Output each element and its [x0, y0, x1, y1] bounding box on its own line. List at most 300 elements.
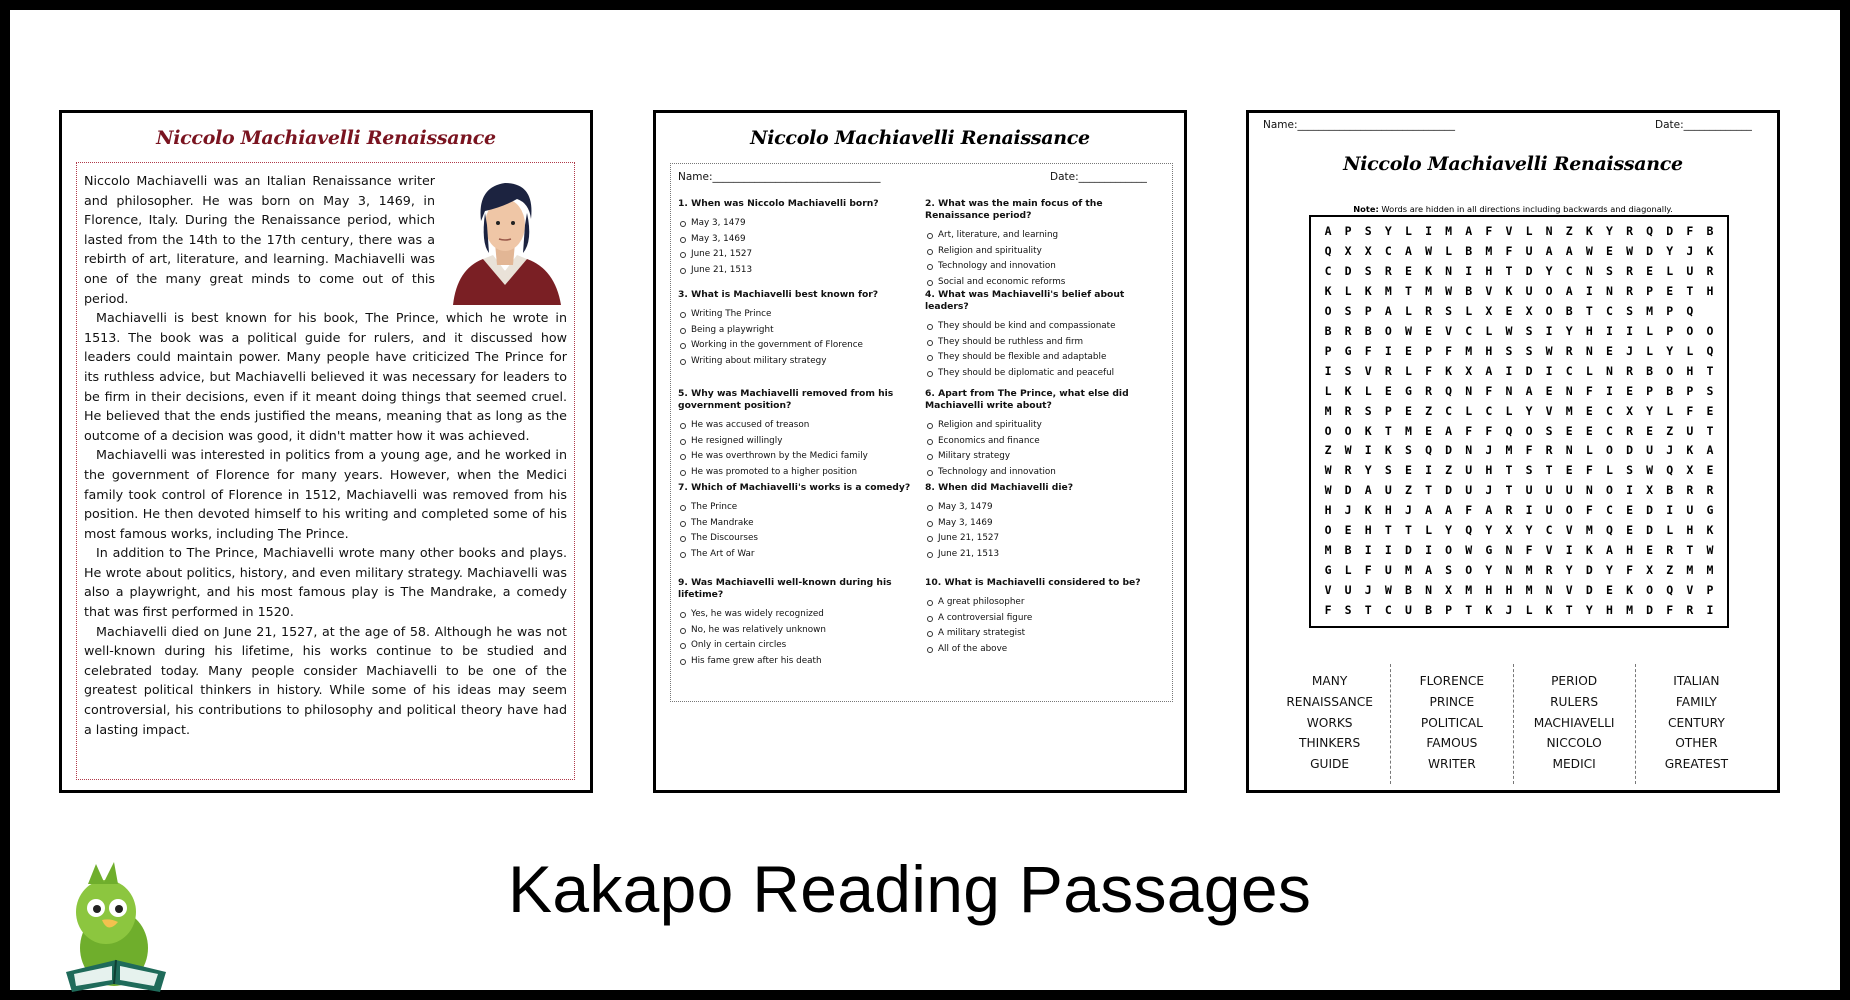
- grid-letter[interactable]: W: [1646, 463, 1654, 478]
- grid-letter[interactable]: O: [1646, 583, 1654, 598]
- grid-letter[interactable]: M: [1384, 283, 1392, 298]
- grid-letter[interactable]: S: [1364, 224, 1372, 238]
- answer-option[interactable]: Working in the government of Florence: [678, 338, 923, 354]
- grid-letter[interactable]: C: [1565, 363, 1573, 378]
- grid-letter[interactable]: E: [1425, 323, 1433, 338]
- grid-letter[interactable]: A: [1445, 423, 1453, 438]
- grid-letter[interactable]: D: [1585, 583, 1593, 598]
- grid-letter[interactable]: Y: [1666, 343, 1674, 358]
- grid-letter[interactable]: C: [1384, 603, 1392, 618]
- grid-letter[interactable]: U: [1525, 243, 1533, 258]
- grid-letter[interactable]: V: [1324, 583, 1332, 598]
- grid-letter[interactable]: W: [1465, 543, 1473, 558]
- grid-letter[interactable]: Y: [1445, 523, 1453, 538]
- grid-letter[interactable]: J: [1505, 603, 1513, 618]
- answer-option[interactable]: He was accused of treason: [678, 418, 923, 434]
- grid-letter[interactable]: B: [1666, 483, 1674, 498]
- grid-letter[interactable]: W: [1324, 463, 1332, 478]
- grid-letter[interactable]: K: [1706, 523, 1714, 538]
- grid-letter[interactable]: J: [1364, 583, 1372, 598]
- grid-letter[interactable]: R: [1425, 383, 1433, 398]
- grid-letter[interactable]: L: [1364, 383, 1372, 398]
- grid-letter[interactable]: C: [1485, 403, 1493, 418]
- grid-letter[interactable]: G: [1706, 503, 1714, 518]
- grid-letter[interactable]: S: [1626, 463, 1634, 478]
- grid-letter[interactable]: T: [1404, 283, 1412, 298]
- grid-letter[interactable]: S: [1626, 303, 1634, 318]
- grid-letter[interactable]: P: [1666, 303, 1674, 318]
- grid-letter[interactable]: J: [1344, 503, 1352, 518]
- grid-letter[interactable]: F: [1485, 383, 1493, 398]
- grid-letter[interactable]: Q: [1324, 243, 1332, 258]
- grid-letter[interactable]: O: [1324, 303, 1332, 318]
- grid-letter[interactable]: K: [1364, 503, 1372, 518]
- grid-letter[interactable]: R: [1545, 563, 1553, 578]
- grid-letter[interactable]: T: [1565, 603, 1573, 618]
- grid-letter[interactable]: D: [1626, 443, 1634, 458]
- answer-option[interactable]: Military strategy: [925, 449, 1170, 465]
- grid-letter[interactable]: Z: [1445, 463, 1453, 478]
- grid-letter[interactable]: F: [1445, 343, 1453, 358]
- grid-letter[interactable]: I: [1585, 283, 1593, 298]
- grid-letter[interactable]: T: [1465, 603, 1473, 618]
- grid-letter[interactable]: L: [1666, 523, 1674, 538]
- grid-letter[interactable]: C: [1465, 323, 1473, 338]
- grid-letter[interactable]: P: [1384, 403, 1392, 418]
- grid-letter[interactable]: X: [1344, 243, 1352, 258]
- grid-letter[interactable]: E: [1646, 543, 1654, 558]
- answer-option[interactable]: Social and economic reforms: [925, 275, 1170, 291]
- grid-letter[interactable]: O: [1465, 563, 1473, 578]
- grid-letter[interactable]: L: [1344, 283, 1352, 298]
- grid-letter[interactable]: K: [1485, 603, 1493, 618]
- grid-letter[interactable]: Z: [1565, 224, 1573, 238]
- grid-letter[interactable]: B: [1324, 323, 1332, 338]
- grid-letter[interactable]: P: [1425, 343, 1433, 358]
- grid-letter[interactable]: A: [1465, 224, 1473, 238]
- grid-letter[interactable]: K: [1364, 283, 1372, 298]
- grid-letter[interactable]: V: [1505, 224, 1513, 238]
- grid-letter[interactable]: S: [1364, 403, 1372, 418]
- grid-letter[interactable]: W: [1324, 483, 1332, 498]
- grid-letter[interactable]: A: [1425, 503, 1433, 518]
- grid-letter[interactable]: R: [1565, 343, 1573, 358]
- answer-option[interactable]: They should be ruthless and firm: [925, 335, 1170, 351]
- grid-letter[interactable]: U: [1384, 563, 1392, 578]
- grid-letter[interactable]: L: [1445, 243, 1453, 258]
- grid-letter[interactable]: V: [1364, 363, 1372, 378]
- grid-letter[interactable]: K: [1364, 423, 1372, 438]
- grid-letter[interactable]: W: [1344, 443, 1352, 458]
- answer-option[interactable]: Technology and innovation: [925, 465, 1170, 481]
- grid-letter[interactable]: U: [1465, 483, 1473, 498]
- grid-letter[interactable]: S: [1404, 443, 1412, 458]
- grid-letter[interactable]: F: [1525, 543, 1533, 558]
- grid-letter[interactable]: M: [1505, 443, 1513, 458]
- grid-letter[interactable]: S: [1525, 343, 1533, 358]
- answer-option[interactable]: Religion and spirituality: [925, 244, 1170, 260]
- grid-letter[interactable]: R: [1626, 263, 1634, 278]
- grid-letter[interactable]: E: [1626, 503, 1634, 518]
- grid-letter[interactable]: Y: [1525, 403, 1533, 418]
- grid-letter[interactable]: N: [1445, 263, 1453, 278]
- grid-letter[interactable]: C: [1384, 243, 1392, 258]
- grid-letter[interactable]: G: [1404, 383, 1412, 398]
- grid-letter[interactable]: C: [1565, 263, 1573, 278]
- answer-option[interactable]: Being a playwright: [678, 323, 923, 339]
- answer-option[interactable]: Technology and innovation: [925, 259, 1170, 275]
- grid-letter[interactable]: D: [1525, 263, 1533, 278]
- grid-letter[interactable]: R: [1344, 463, 1352, 478]
- grid-letter[interactable]: X: [1445, 583, 1453, 598]
- grid-letter[interactable]: J: [1404, 503, 1412, 518]
- grid-letter[interactable]: S: [1344, 363, 1352, 378]
- grid-letter[interactable]: P: [1445, 603, 1453, 618]
- grid-letter[interactable]: Q: [1465, 523, 1473, 538]
- grid-letter[interactable]: Q: [1445, 383, 1453, 398]
- grid-letter[interactable]: I: [1666, 503, 1674, 518]
- grid-letter[interactable]: Y: [1646, 403, 1654, 418]
- grid-letter[interactable]: I: [1425, 543, 1433, 558]
- grid-letter[interactable]: F: [1525, 443, 1533, 458]
- grid-letter[interactable]: J: [1626, 343, 1634, 358]
- grid-letter[interactable]: D: [1646, 503, 1654, 518]
- grid-letter[interactable]: A: [1384, 303, 1392, 318]
- grid-letter[interactable]: X: [1646, 483, 1654, 498]
- grid-letter[interactable]: H: [1485, 263, 1493, 278]
- grid-letter[interactable]: R: [1686, 483, 1694, 498]
- grid-letter[interactable]: K: [1505, 283, 1513, 298]
- grid-letter[interactable]: L: [1485, 323, 1493, 338]
- grid-letter[interactable]: L: [1525, 224, 1533, 238]
- grid-letter[interactable]: L: [1404, 303, 1412, 318]
- grid-letter[interactable]: W: [1445, 283, 1453, 298]
- grid-letter[interactable]: F: [1485, 224, 1493, 238]
- grid-letter[interactable]: N: [1505, 563, 1513, 578]
- grid-letter[interactable]: N: [1425, 583, 1433, 598]
- grid-letter[interactable]: M: [1324, 543, 1332, 558]
- grid-letter[interactable]: B: [1646, 363, 1654, 378]
- grid-letter[interactable]: T: [1686, 543, 1694, 558]
- grid-letter[interactable]: P: [1646, 383, 1654, 398]
- grid-letter[interactable]: E: [1404, 403, 1412, 418]
- answer-option[interactable]: Writing The Prince: [678, 307, 923, 323]
- grid-letter[interactable]: S: [1364, 263, 1372, 278]
- grid-letter[interactable]: W: [1545, 343, 1553, 358]
- grid-letter[interactable]: Y: [1485, 523, 1493, 538]
- grid-letter[interactable]: F: [1626, 563, 1634, 578]
- grid-letter[interactable]: S: [1344, 603, 1352, 618]
- grid-letter[interactable]: B: [1404, 583, 1412, 598]
- grid-letter[interactable]: Y: [1545, 263, 1553, 278]
- grid-letter[interactable]: F: [1465, 423, 1473, 438]
- grid-letter[interactable]: S: [1445, 303, 1453, 318]
- grid-letter[interactable]: R: [1344, 323, 1352, 338]
- grid-letter[interactable]: O: [1666, 363, 1674, 378]
- grid-letter[interactable]: U: [1545, 483, 1553, 498]
- answer-option[interactable]: Only in certain circles: [678, 638, 923, 654]
- grid-letter[interactable]: S: [1545, 423, 1553, 438]
- grid-letter[interactable]: O: [1605, 483, 1613, 498]
- grid-letter[interactable]: I: [1425, 463, 1433, 478]
- grid-letter[interactable]: M: [1324, 403, 1332, 418]
- grid-letter[interactable]: P: [1344, 224, 1352, 238]
- answer-option[interactable]: May 3, 1479: [678, 216, 923, 232]
- grid-letter[interactable]: R: [1626, 283, 1634, 298]
- grid-letter[interactable]: A: [1445, 503, 1453, 518]
- grid-letter[interactable]: F: [1585, 503, 1593, 518]
- grid-letter[interactable]: Q: [1505, 423, 1513, 438]
- grid-letter[interactable]: X: [1646, 563, 1654, 578]
- grid-letter[interactable]: E: [1706, 403, 1714, 418]
- grid-letter[interactable]: E: [1605, 583, 1613, 598]
- grid-letter[interactable]: K: [1425, 263, 1433, 278]
- grid-letter[interactable]: I: [1626, 323, 1634, 338]
- answer-option[interactable]: Yes, he was widely recognized: [678, 607, 923, 623]
- grid-letter[interactable]: O: [1525, 423, 1533, 438]
- grid-letter[interactable]: J: [1485, 443, 1493, 458]
- grid-letter[interactable]: B: [1565, 303, 1573, 318]
- grid-letter[interactable]: F: [1425, 363, 1433, 378]
- grid-letter[interactable]: F: [1585, 463, 1593, 478]
- grid-letter[interactable]: Y: [1666, 243, 1674, 258]
- grid-letter[interactable]: Y: [1565, 323, 1573, 338]
- grid-letter[interactable]: W: [1404, 323, 1412, 338]
- grid-letter[interactable]: C: [1605, 403, 1613, 418]
- grid-letter[interactable]: T: [1686, 283, 1694, 298]
- grid-letter[interactable]: N: [1545, 224, 1553, 238]
- answer-option[interactable]: No, he was relatively unknown: [678, 623, 923, 639]
- grid-letter[interactable]: I: [1465, 263, 1473, 278]
- grid-letter[interactable]: E: [1605, 343, 1613, 358]
- grid-letter[interactable]: N: [1505, 543, 1513, 558]
- grid-letter[interactable]: Y: [1525, 523, 1533, 538]
- grid-letter[interactable]: N: [1565, 383, 1573, 398]
- grid-letter[interactable]: F: [1505, 243, 1513, 258]
- answer-option[interactable]: The Art of War: [678, 547, 923, 563]
- grid-letter[interactable]: D: [1404, 543, 1412, 558]
- grid-letter[interactable]: D: [1666, 224, 1674, 238]
- grid-letter[interactable]: A: [1706, 443, 1714, 458]
- grid-letter[interactable]: R: [1384, 263, 1392, 278]
- grid-letter[interactable]: D: [1646, 243, 1654, 258]
- grid-letter[interactable]: T: [1585, 303, 1593, 318]
- grid-letter[interactable]: E: [1425, 423, 1433, 438]
- grid-letter[interactable]: A: [1364, 483, 1372, 498]
- grid-letter[interactable]: O: [1545, 283, 1553, 298]
- answer-option[interactable]: The Discourses: [678, 531, 923, 547]
- grid-letter[interactable]: N: [1545, 583, 1553, 598]
- answer-option[interactable]: He was overthrown by the Medici family: [678, 449, 923, 465]
- grid-letter[interactable]: T: [1384, 523, 1392, 538]
- answer-option[interactable]: June 21, 1527: [678, 247, 923, 263]
- grid-letter[interactable]: L: [1425, 523, 1433, 538]
- grid-letter[interactable]: D: [1646, 603, 1654, 618]
- grid-letter[interactable]: G: [1485, 543, 1493, 558]
- grid-letter[interactable]: Y: [1485, 563, 1493, 578]
- grid-letter[interactable]: G: [1344, 343, 1352, 358]
- grid-letter[interactable]: V: [1485, 283, 1493, 298]
- answer-option[interactable]: A military strategist: [925, 626, 1170, 642]
- grid-letter[interactable]: L: [1605, 463, 1613, 478]
- grid-letter[interactable]: W: [1425, 243, 1433, 258]
- grid-letter[interactable]: R: [1505, 503, 1513, 518]
- grid-letter[interactable]: I: [1545, 323, 1553, 338]
- answer-option[interactable]: They should be kind and compassionate: [925, 319, 1170, 335]
- grid-letter[interactable]: R: [1706, 263, 1714, 278]
- grid-letter[interactable]: L: [1646, 323, 1654, 338]
- grid-letter[interactable]: U: [1545, 503, 1553, 518]
- grid-letter[interactable]: R: [1626, 363, 1634, 378]
- grid-letter[interactable]: N: [1465, 443, 1473, 458]
- grid-letter[interactable]: V: [1545, 403, 1553, 418]
- grid-letter[interactable]: F: [1686, 403, 1694, 418]
- grid-letter[interactable]: M: [1525, 583, 1533, 598]
- grid-letter[interactable]: A: [1605, 543, 1613, 558]
- grid-letter[interactable]: H: [1505, 583, 1513, 598]
- grid-letter[interactable]: L: [1666, 263, 1674, 278]
- grid-letter[interactable]: I: [1605, 323, 1613, 338]
- grid-letter[interactable]: L: [1505, 403, 1513, 418]
- grid-letter[interactable]: N: [1605, 283, 1613, 298]
- grid-letter[interactable]: X: [1505, 523, 1513, 538]
- grid-letter[interactable]: X: [1686, 463, 1694, 478]
- grid-letter[interactable]: W: [1505, 323, 1513, 338]
- grid-letter[interactable]: L: [1525, 603, 1533, 618]
- grid-letter[interactable]: K: [1706, 243, 1714, 258]
- grid-letter[interactable]: N: [1465, 383, 1473, 398]
- grid-letter[interactable]: F: [1324, 603, 1332, 618]
- grid-letter[interactable]: M: [1404, 563, 1412, 578]
- grid-letter[interactable]: W: [1585, 243, 1593, 258]
- grid-letter[interactable]: E: [1605, 243, 1613, 258]
- grid-letter[interactable]: O: [1384, 323, 1392, 338]
- grid-letter[interactable]: O: [1344, 423, 1352, 438]
- grid-letter[interactable]: K: [1626, 583, 1634, 598]
- grid-letter[interactable]: S: [1384, 463, 1392, 478]
- grid-letter[interactable]: E: [1646, 423, 1654, 438]
- grid-letter[interactable]: H: [1686, 363, 1694, 378]
- grid-letter[interactable]: L: [1404, 224, 1412, 238]
- grid-letter[interactable]: Z: [1666, 563, 1674, 578]
- grid-letter[interactable]: X: [1525, 303, 1533, 318]
- grid-letter[interactable]: Z: [1666, 423, 1674, 438]
- grid-letter[interactable]: E: [1404, 343, 1412, 358]
- grid-letter[interactable]: E: [1505, 303, 1513, 318]
- grid-letter[interactable]: O: [1545, 303, 1553, 318]
- grid-letter[interactable]: L: [1465, 303, 1473, 318]
- grid-letter[interactable]: I: [1565, 543, 1573, 558]
- grid-letter[interactable]: A: [1565, 243, 1573, 258]
- grid-letter[interactable]: H: [1605, 603, 1613, 618]
- grid-letter[interactable]: L: [1585, 363, 1593, 378]
- grid-letter[interactable]: K: [1585, 224, 1593, 238]
- grid-letter[interactable]: U: [1686, 263, 1694, 278]
- grid-letter[interactable]: I: [1384, 543, 1392, 558]
- grid-letter[interactable]: E: [1545, 383, 1553, 398]
- grid-letter[interactable]: Q: [1666, 463, 1674, 478]
- answer-option[interactable]: They should be flexible and adaptable: [925, 350, 1170, 366]
- grid-letter[interactable]: Z: [1324, 443, 1332, 458]
- grid-letter[interactable]: Q: [1425, 443, 1433, 458]
- grid-letter[interactable]: R: [1706, 483, 1714, 498]
- grid-letter[interactable]: A: [1545, 243, 1553, 258]
- grid-letter[interactable]: R: [1686, 603, 1694, 618]
- grid-letter[interactable]: A: [1525, 383, 1533, 398]
- grid-letter[interactable]: U: [1646, 443, 1654, 458]
- grid-letter[interactable]: I: [1324, 363, 1332, 378]
- grid-letter[interactable]: H: [1585, 323, 1593, 338]
- answer-option[interactable]: Art, literature, and learning: [925, 228, 1170, 244]
- grid-letter[interactable]: J: [1485, 483, 1493, 498]
- grid-letter[interactable]: T: [1706, 423, 1714, 438]
- grid-letter[interactable]: R: [1384, 363, 1392, 378]
- grid-letter[interactable]: L: [1404, 363, 1412, 378]
- grid-letter[interactable]: I: [1505, 363, 1513, 378]
- grid-letter[interactable]: B: [1344, 543, 1352, 558]
- grid-letter[interactable]: B: [1425, 603, 1433, 618]
- grid-letter[interactable]: U: [1525, 483, 1533, 498]
- grid-letter[interactable]: Z: [1404, 483, 1412, 498]
- grid-letter[interactable]: D: [1344, 483, 1352, 498]
- grid-letter[interactable]: V: [1445, 323, 1453, 338]
- grid-letter[interactable]: N: [1585, 483, 1593, 498]
- grid-letter[interactable]: S: [1605, 263, 1613, 278]
- grid-letter[interactable]: N: [1565, 443, 1573, 458]
- grid-letter[interactable]: S: [1445, 563, 1453, 578]
- grid-letter[interactable]: E: [1565, 423, 1573, 438]
- grid-letter[interactable]: L: [1646, 343, 1654, 358]
- grid-letter[interactable]: X: [1485, 303, 1493, 318]
- grid-letter[interactable]: O: [1605, 443, 1613, 458]
- grid-letter[interactable]: F: [1585, 383, 1593, 398]
- grid-letter[interactable]: O: [1324, 423, 1332, 438]
- answer-option[interactable]: The Mandrake: [678, 516, 923, 532]
- grid-letter[interactable]: I: [1706, 603, 1714, 618]
- grid-letter[interactable]: D: [1445, 483, 1453, 498]
- grid-letter[interactable]: H: [1485, 343, 1493, 358]
- grid-letter[interactable]: U: [1686, 503, 1694, 518]
- grid-letter[interactable]: K: [1324, 283, 1332, 298]
- grid-letter[interactable]: V: [1545, 543, 1553, 558]
- grid-letter[interactable]: F: [1364, 563, 1372, 578]
- grid-letter[interactable]: A: [1485, 503, 1493, 518]
- answer-option[interactable]: All of the above: [925, 642, 1170, 658]
- grid-letter[interactable]: T: [1364, 603, 1372, 618]
- grid-letter[interactable]: I: [1384, 343, 1392, 358]
- grid-letter[interactable]: N: [1605, 363, 1613, 378]
- grid-letter[interactable]: M: [1686, 563, 1694, 578]
- grid-letter[interactable]: K: [1545, 603, 1553, 618]
- grid-letter[interactable]: L: [1344, 563, 1352, 578]
- grid-letter[interactable]: N: [1585, 343, 1593, 358]
- grid-letter[interactable]: X: [1364, 243, 1372, 258]
- grid-letter[interactable]: D: [1585, 563, 1593, 578]
- answer-option[interactable]: A controversial figure: [925, 611, 1170, 627]
- grid-letter[interactable]: Y: [1605, 224, 1613, 238]
- grid-letter[interactable]: Y: [1585, 603, 1593, 618]
- grid-letter[interactable]: N: [1585, 263, 1593, 278]
- grid-letter[interactable]: M: [1585, 523, 1593, 538]
- grid-letter[interactable]: J: [1686, 243, 1694, 258]
- grid-letter[interactable]: E: [1585, 403, 1593, 418]
- answer-option[interactable]: He was promoted to a higher position: [678, 465, 923, 481]
- grid-letter[interactable]: Y: [1565, 563, 1573, 578]
- grid-letter[interactable]: R: [1626, 224, 1634, 238]
- grid-letter[interactable]: E: [1585, 423, 1593, 438]
- grid-letter[interactable]: P: [1364, 303, 1372, 318]
- grid-letter[interactable]: H: [1485, 463, 1493, 478]
